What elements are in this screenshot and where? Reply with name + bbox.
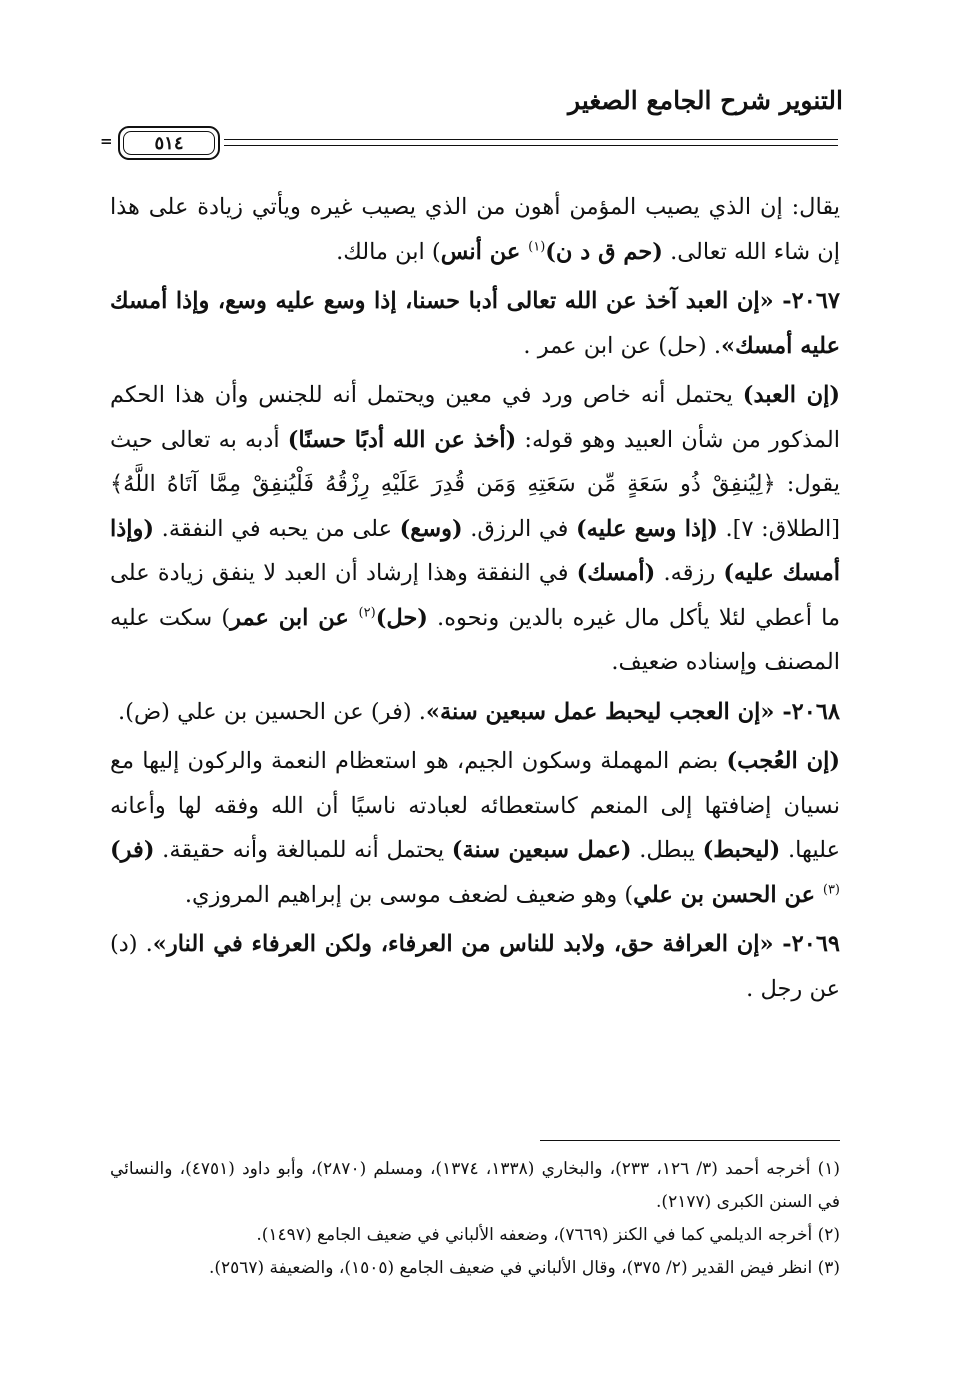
- page-number: ٥١٤: [154, 132, 184, 154]
- footnote-ref: (٢): [358, 605, 376, 620]
- footnote-3: (٣) انظر فيض القدير (٢/ ٣٧٥)، وقال الألباني في ضعيف الجامع (١٥٠٥)، والضعيفة (٢٥٦٧).: [208, 1258, 840, 1278]
- footnotes: [110, 1153, 840, 1285]
- hadith-text: «إن العجب ليحبط عمل سبعين سنة»: [425, 698, 775, 725]
- header-rule-line: [224, 145, 838, 146]
- hadith-text: «إن العرافة حق، ولابد للناس من العرفاء، ولكن العرفاء في النار»: [152, 931, 774, 957]
- commentary-2068: (إن العُجب) بضم المهملة وسكون الجيم، هو استعظام النعمة والركون إليها مع نسيان إضافتها إلى المنعم كاستعطائه لعبادته ناسيًا أن الله وفقه لها وأعانه عليها. (ليحبط) يبطل. (عمل سبعين سنة) يحتمل أنه للمبالغة وأنه حقيقة. (فر)$^{(٣)}$ عن الحسن بن علي) وهو ضعيف لضعف موسى بن إبراهيم المروزي.: [110, 748, 841, 908]
- hadith-number: ٢٠٦٧-: [773, 288, 840, 314]
- footnote-ref: (١): [528, 239, 546, 254]
- header-rule-line: [224, 139, 838, 140]
- hadith-2069: ٢٠٦٩- «إن العرافة حق، ولابد للناس من العرفاء، ولكن العرفاء في النار». (د) عن رجل .: [110, 931, 840, 1002]
- hadith-2068: ٢٠٦٨- «إن العجب ليحبط عمل سبعين سنة». (فر) عن الحسين بن علي (ض).: [118, 698, 840, 725]
- header-rule: [100, 123, 838, 159]
- hadith-2067: ٢٠٦٧- «إن العبد آخذ عن الله تعالى أدبا حسنا، إذا وسع عليه وسع، وإذا أمسك عليه أمسك». (حل) عن ابن عمر .: [110, 288, 840, 359]
- running-title: التنوير شرح الجامع الصغير: [568, 86, 843, 115]
- rule-ornament: =: [100, 132, 113, 150]
- footnote-ref: (٣): [822, 882, 840, 897]
- commentary-2067: (إن العبد) يحتمل أنه خاص ورد في معين ويحتمل أنه للجنس وأن هذا الحكم المذكور من شأن العبيد وهو قوله: (أخذ عن الله أدبًا حسنًا) أدبه به تعالى حيث يقول: ﴿لِيُنفِقْ ذُو سَعَةٍ مِّن سَعَتِهِ وَمَن قُدِرَ عَلَيْهِ رِزْقُهُ فَلْيُنفِقْ مِمَّا آتَاهُ اللَّهُ﴾ [الطلاق: ٧]. (إذا وسع عليه) في الرزق. (وسع) على من يحبه في النفقة. (وإذا أمسك عليه) رزقه. (أمسك) في النفقة وهذا إرشاد أن العبد لا ينفق زيادة على ما أعطي لئلا يأكل مال غيره بالدين ونحوه. (حل)$^{(٢)}$ عن ابن عمر) سكت عليه المصنف وإسناده ضعيف.: [110, 382, 840, 675]
- hadith-number: ٢٠٦٨-: [774, 698, 840, 725]
- paragraph-continuation: يقال: إن الذي يصيب المؤمن أهون من الذي يصيب غيره ويأتي زيادة على هذا إن شاء الله تعالى. (حم ق د ن)$^{(١)}$ عن أنس) ابن مالك.: [110, 194, 840, 265]
- hadith-number: ٢٠٦٩-: [773, 931, 840, 957]
- footnote-separator: [540, 1140, 840, 1141]
- page-number-frame: [118, 126, 220, 160]
- main-text: [110, 185, 840, 1016]
- hadith-text: «إن العبد آخذ عن الله تعالى أدبا حسنا، إذا وسع عليه وسع، وإذا أمسك عليه أمسك»: [110, 288, 840, 359]
- footnote-2: (٢) أخرجه الديلمي كما في الكنز (٧٦٦٩)، وضعفه الألباني في ضعيف الجامع (١٤٩٧).: [256, 1225, 840, 1245]
- quran-verse: ﴿لِيُنفِقْ ذُو سَعَةٍ مِّن سَعَتِهِ وَمَن قُدِرَ عَلَيْهِ رِزْقُهُ فَلْيُنفِقْ مِمَّا آتَاهُ اللَّهُ﴾: [110, 471, 776, 497]
- footnote-1: (١) أخرجه أحمد (٣/ ١٢٦، ٢٣٣)، والبخاري (١٣٣٨، ١٣٧٤)، ومسلم (٢٨٧٠)، وأبو داود (٤٧٥١)، والنسائي في السنن الكبرى (٢١٧٧).: [110, 1159, 841, 1212]
